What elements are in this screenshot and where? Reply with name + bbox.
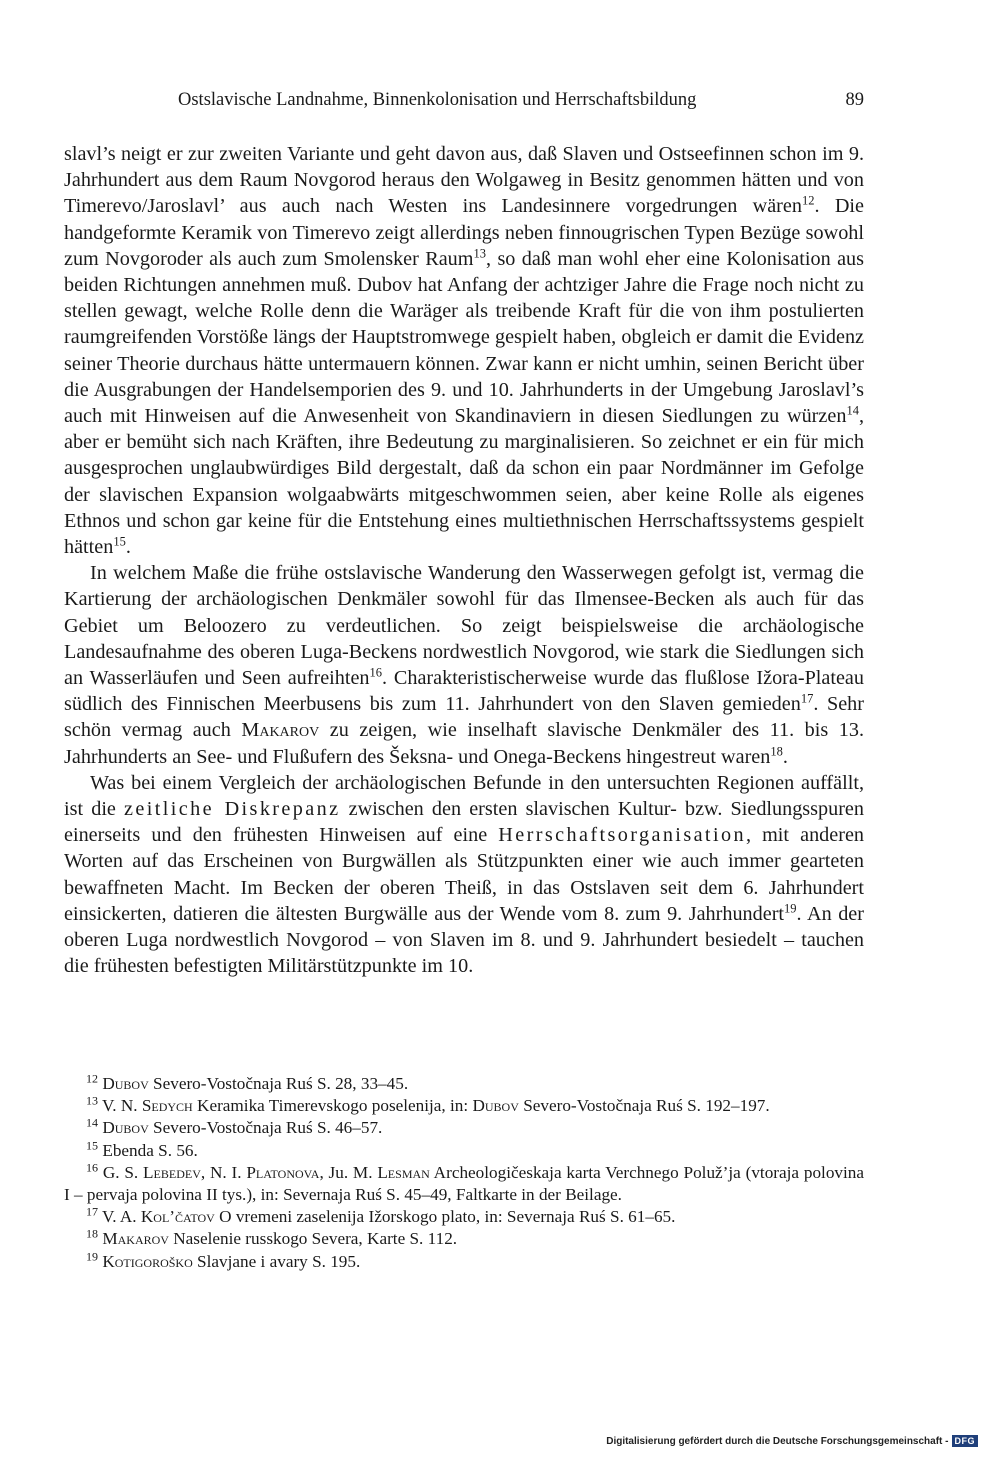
author-name: Kol’čatov bbox=[140, 1207, 215, 1227]
text-run: slavl’s neigt er zur zweiten Variante und geht davon aus, daß Slaven und Ostseefinnen schon im 9. Jahrhundert aus dem Raum Novgorod heraus den Wolgaweg in Besitz genommen hätten und von Timerevo/Jaroslavl’ aus auch nach Westen ins Landesinnere vorgedrungen wären bbox=[64, 143, 864, 218]
footnote-ref-14: 14 bbox=[846, 403, 859, 418]
text-run: , aber er bemüht sich nach Kräften, ihre Bedeutung zu marginalisieren. So zeichnet er ein für mich ausgesprochen unglaubwürdiges Bild dergestalt, daß da schon ein paar Nordmänner im Gefolge der slavischen Expansion wolgaabwärts mitgeschwommen seien, aber keine Rolle als eigenes Ethnos und schon gar keine für die Entstehung eines multiethnischen Herrschaftssystems gespielt hätten bbox=[64, 405, 864, 559]
author-name: Makarov bbox=[102, 1229, 169, 1249]
footnote-18 bbox=[64, 1228, 864, 1250]
page-number: 89 bbox=[845, 90, 864, 110]
author-name: Lebedev bbox=[143, 1162, 201, 1182]
author-name: Dubov bbox=[102, 1074, 149, 1093]
footnote-17 bbox=[64, 1206, 864, 1228]
footnote-15 bbox=[64, 1137, 864, 1162]
footnote-number: 17 bbox=[86, 1204, 99, 1219]
text-run: . Die handgeformte Keramik von Timerevo zeigt allerdings neben finnougrischen Typen Bezüge sowohl zum Novgoroder als auch zum Smolensker Raum bbox=[64, 195, 865, 270]
text-run: zwischen den ersten slavischen Kultur- bzw. Siedlungsspuren einerseits und den frühesten Hinweisen auf eine bbox=[64, 798, 864, 847]
footnote-number: 12 bbox=[86, 1071, 99, 1086]
text-run: . bbox=[125, 536, 131, 559]
text-run: , N. I. bbox=[200, 1162, 247, 1182]
author-name: Sedych bbox=[141, 1096, 193, 1116]
footnote-ref-19: 19 bbox=[784, 901, 797, 916]
footnote-16 bbox=[64, 1162, 864, 1206]
text-run: V. A. bbox=[102, 1207, 141, 1227]
text-run: Was bei einem Vergleich der archäologischen Befunde in den untersuchten Regionen auffällt, ist die bbox=[64, 771, 864, 821]
author-name: Dubov bbox=[472, 1096, 519, 1116]
text-run: Slavjane i avary S. 195. bbox=[192, 1251, 361, 1271]
paragraph-3 bbox=[64, 770, 864, 980]
text-run: G. S. bbox=[102, 1162, 144, 1182]
text-run: , so daß man wohl eher eine Kolonisation aus beiden Richtungen annehmen muß. Dubov hat Anfang der achtziger Jahre die Frage noch nicht zu stellen gewagt, welche Rolle denn die Waräger als treibende Kraft für die von ihm postulierten raumgreifenden Vorstöße längs der Hauptstromwege gespielt haben, obgleich er damit die Evidenz seiner Theorie durchaus hätte untermauern können. Zwar kann er nicht umhin, seinen Bericht über die Ausgrabungen der Handelsemporien des 9. und 10. Jahrhunderts in der Umgebung Jaroslavl’s auch mit Hinweisen auf die Anwesenheit von Skandinaviern in diesen Siedlungen zu würzen bbox=[64, 247, 864, 428]
author-name: Dubov bbox=[102, 1118, 149, 1138]
footnote-ref-17: 17 bbox=[800, 691, 814, 706]
text-run: . bbox=[782, 745, 788, 768]
main-text bbox=[64, 141, 864, 980]
author-name: Platonova bbox=[246, 1162, 320, 1182]
text-run: Severo-Vostočnaja Ruś S. 28, 33–45. bbox=[148, 1074, 409, 1093]
text-run: , mit anderen Worten auf das Erscheinen von Burgwällen als Stützpunkten einer wie auch immer gearteten bewaffneten Macht. Im Becken der oberen Theiß, in das Ostslaven seit dem 6. Jahrhundert einsickerten, datieren die ältesten Burgwälle aus der Wende vom 8. zum 9. Jahrhundert bbox=[64, 824, 865, 925]
text-run: Naselenie russkogo Severa, Karte S. 112. bbox=[168, 1229, 458, 1249]
text-run: . Charakteristischerweise wurde das flußlose Ižora-Plateau südlich des Finnischen Meerbusens bis zum 11. Jahrhundert von den Slaven gemieden bbox=[64, 667, 864, 716]
footnote-number: 18 bbox=[86, 1226, 99, 1241]
author-name: Kotigoroško bbox=[102, 1251, 193, 1271]
footnotes bbox=[64, 1073, 864, 1273]
running-head-title: Ostslavische Landnahme, Binnenkolonisation und Herrschaftsbildung bbox=[178, 90, 697, 110]
credit-text: Digitalisierung gefördert durch die Deutsche Forschungsgemeinschaft - bbox=[606, 1435, 949, 1447]
emphasis-text: zeitliche Diskrepanz bbox=[124, 798, 341, 821]
text-run: V. N. bbox=[102, 1096, 142, 1116]
footnote-ref-16: 16 bbox=[369, 665, 383, 680]
text-run: , Ju. M. bbox=[319, 1162, 378, 1182]
text-run: Keramika Timerevskogo poselenija, in: bbox=[192, 1096, 473, 1116]
author-name: Makarov bbox=[241, 719, 320, 742]
footnote-14 bbox=[64, 1117, 864, 1139]
footnote-ref-12: 12 bbox=[801, 193, 815, 208]
text-run: Severo-Vostočnaja Ruś S. 46–57. bbox=[148, 1118, 383, 1138]
footnote-19 bbox=[64, 1248, 864, 1273]
footnote-ref-18: 18 bbox=[770, 743, 783, 758]
text-run: . Sehr schön vermag auch bbox=[64, 693, 864, 742]
footnote-number: 16 bbox=[86, 1160, 99, 1175]
paragraph-1 bbox=[64, 141, 864, 560]
text-run: Archeologičeskaja karta Verchnego Poluž’ja (vtoraja polovina I – pervaja polovina II tys.), in: Severnaja Ruś S. 45–49, Faltkarte in der Beilage. bbox=[64, 1162, 864, 1205]
footnote-number: 15 bbox=[86, 1137, 99, 1152]
footnote-number: 14 bbox=[86, 1115, 99, 1130]
text-run: Ebenda S. 56. bbox=[102, 1140, 198, 1160]
text-run: O vremeni zaselenija Ižorskogo plato, in: Severnaja Ruś S. 61–65. bbox=[214, 1207, 676, 1227]
footnote-ref-13: 13 bbox=[473, 246, 486, 261]
text-run: Severo-Vostočnaja Ruś S. 192–197. bbox=[518, 1096, 770, 1116]
footnote-12 bbox=[64, 1073, 864, 1095]
digitization-credit bbox=[606, 1435, 978, 1447]
footnote-number: 13 bbox=[86, 1093, 99, 1108]
text-run: zu zeigen, wie inselhaft slavische Denkmäler des 11. bis 13. Jahrhunderts an See- und Flußufern des Šeksna- und Onega-Beckens hingestreut waren bbox=[64, 719, 864, 768]
footnote-13 bbox=[64, 1095, 864, 1117]
text-run: In welchem Maße die frühe ostslavische Wanderung den Wasserwegen gefolgt ist, vermag die Kartierung der archäologischen Denkmäler sowohl für das Ilmensee-Becken als auch für das Gebiet um Beloozero zu verdeutlichen. So zeigt beispielsweise die archäologische Landesaufnahme des oberen Luga-Beckens nordwestlich Novgorod, wie stark die Siedlungen sich an Wasserläufen und Seen aufreihten bbox=[64, 562, 864, 690]
text-run: . An der oberen Luga nordwestlich Novgorod – von Slaven im 8. und 9. Jahrhundert besiedelt – tauchen die frühesten befestigten Militärstützpunkte im 10. bbox=[64, 902, 864, 978]
footnote-ref-15: 15 bbox=[113, 534, 126, 549]
footnote-number: 19 bbox=[86, 1248, 99, 1263]
emphasis-text: Herrschaftsorganisation bbox=[498, 824, 746, 847]
dfg-logo-icon: DFG bbox=[952, 1435, 979, 1447]
paragraph-2 bbox=[64, 560, 864, 770]
author-name: Lesman bbox=[377, 1162, 430, 1182]
